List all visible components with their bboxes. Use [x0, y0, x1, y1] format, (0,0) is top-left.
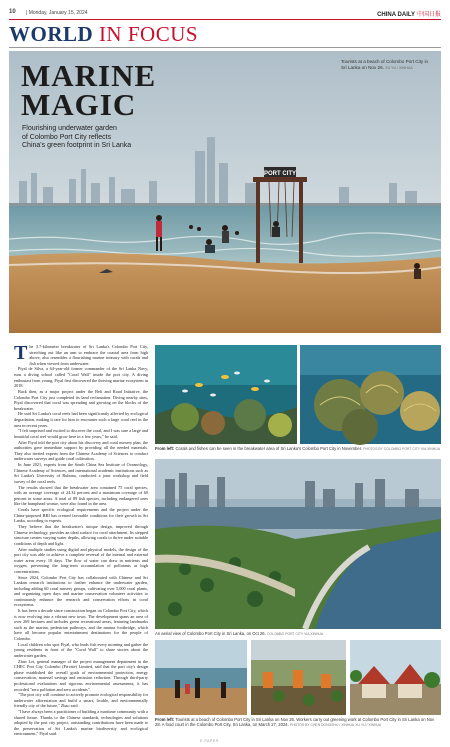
article-paragraph: "The port city will continue to actively promote ecological responsibility for underwater afforestation and build a smart, livable, and environmentally friendly city of the future," Zhao said. [14, 692, 148, 709]
caption-coral-photos [155, 446, 441, 452]
hero-caption-credit: XU YU / XINHUA [385, 65, 413, 70]
photo-food-court[interactable] [350, 640, 441, 715]
section-title-world: WORLD [9, 22, 94, 46]
headline [21, 58, 157, 122]
hero-photo[interactable] [9, 51, 441, 333]
article-paragraph: The 3.7-kilometer breakwater of Sri Lanka's Colombo Port City, stretching out like an arm to embrace the coastal area from high above, also resembles a flourishing marine treasury with corals and fish when viewed from underwater. [14, 342, 148, 366]
caption-credit: COLOMBO PORT CITY VIA XINHUA [266, 632, 324, 636]
photo-tourists-beach[interactable] [155, 640, 247, 715]
article-paragraph: The results showed that the breakwater area contained 75 coral species, with an average coverage of 24.34 percent and a maximum coverage of 60 percent in some areas. A total of 89 fish species, including endangered ones like the humphead wrasse, were also found in the area. [14, 484, 148, 507]
article-paragraph: Back then, as a major project under the Belt and Road Initiative, the Colombo Port City just completed its land reclamation. Diving nearby sites, Piyal discovered that coral was spreading and growing on the blocks of the breakwater. [14, 388, 148, 411]
article-paragraph: After multiple studies using digital and physical models, the design of the port city was able to achieve a complete reversal of the internal and external water areas every 10 days. The flow of water can draw in nutrients and oxygen, preventing the long-term accumulation of pollutants at high concentrations. [14, 546, 148, 574]
caption-text: Tourists at a beach of Colombo Port City in Sri Lanka on Nov 26. Workers carry out greening work at Colombo Port City in Sri Lanka on Nov 28. A food court in the Colombo Port City, Sri Lanka, on March 27, 2024. [155, 717, 435, 728]
subheadline [22, 125, 192, 151]
headline-line-1: MARINE [21, 58, 157, 93]
section-title [9, 22, 198, 46]
article-paragraph: They believe that the breakwater's unique design, improved through Chinese technology, provides an ideal surface for coral attachment. Its stepped structure creates varying water depths, allowing corals to thrive under suitable conditions of depth and light. [14, 524, 148, 546]
article-paragraph: Since 2024, Colombo Port City has collaborated with Chinese and Sri Lankan research institutions to further enhance the underwater garden, including adding 60 coral nursery groups, cultivating over 5,000 coral plants, and organizing open days and marine conservation volunteer activities to continuously enhance the research and conservation efforts in coral ecosystems. [14, 574, 148, 608]
caption-lead: From left: [155, 446, 175, 451]
footer-label: E-PAPER [200, 739, 219, 743]
masthead-brand[interactable] [377, 9, 441, 18]
subheadline-line-1: Flourishing underwater garden [22, 125, 117, 132]
caption-aerial-photo [155, 631, 441, 637]
article-paragraph: "I felt surprised and excited to discover the coral, and I was sure a large and beautiful coral reef would grow here in a few years," he said. [14, 428, 148, 439]
article-paragraph: Zhao Lei, general manager of the project management department in the CHEC Port City Colombo (Private) Limited, said that the port city's design phase established the overall goals of environmental protection, energy conservation, material savings and emission reduction. Through third-party professional evaluations and rigorous environmental assessments, it has recorded "zero pollution and zero accidents". [14, 658, 148, 692]
section-title-in-focus: IN FOCUS [98, 22, 199, 46]
brand-name-cn: 中国日报 [416, 12, 441, 18]
article-paragraph: Corals have specific ecological requirements and the project under the China-proposed BRI has created favorable conditions for their growth in Sri Lanka, according to experts. [14, 507, 148, 524]
headline-line-2: MAGIC [21, 87, 137, 122]
header-divider [9, 19, 441, 20]
article-paragraph: Local children who spot Piyal, who leads fish every morning and gather the young residents in front of the "Coral Wall" to share stories about the underwater garden. [14, 641, 148, 658]
caption-credit: PHOTOS BY COLOMBO PORT CITY VIA XINHUA [363, 447, 440, 451]
article-paragraph: Piyal de Silva, a 64-year-old former commander of the Sri Lanka Navy, runs a diving school called "Coral Wall" inside the port city. A diving enthusiast from young, Piyal first discovered the thriving marine ecosystem in 2018. [14, 366, 148, 389]
subheadline-line-2: of Colombo Port City reflects [22, 133, 112, 141]
photo-coral-reef[interactable] [300, 345, 441, 444]
hero-caption [341, 59, 431, 71]
photo-greening-work[interactable] [251, 640, 346, 715]
caption-credit: XU YU / XINHUA [355, 723, 382, 728]
article-paragraph: It has been a decade since construction began on Colombo Port City, which is now evolving into a vibrant new town. The development spans an area of over 269 hectares and includes green recreational areas, featuring landmarks such as the marina, pedestrian pathways, and the marina footbridge, which have all become popular entertainment destinations for the people of Colombo. [14, 608, 148, 641]
caption-lead: From left: [155, 717, 175, 722]
article-paragraph: "I have always been a practitioner of building a maritime community with a shared future. Thanks to the Chinese standards, technologies and solutions adopted by the port city project, outstanding contributions have been made to the preservation of Sri Lanka's marine biodiversity and ecological environment," Piyal said. [14, 709, 148, 737]
swing-sign: PORT CITY [263, 171, 297, 177]
subheadline-line-3: China's green footprint in Sri Lanka [22, 142, 132, 149]
caption-text: An aerial view of Colombo Port City in Sri Lanka, on Oct 26. [155, 631, 266, 636]
caption-text: Corals and fishes can be seen in the breakwater area of Sri Lanka's Colombo Port City in November. [175, 446, 363, 451]
page-number: 10 [9, 9, 16, 15]
caption-credit: PHOTOS BY CHEN DONGSHU / XINHUA [289, 723, 355, 728]
drop-cap: T [14, 342, 28, 364]
photo-coral-fish[interactable] [155, 345, 297, 444]
hero-caption-text: Tourists at a beach of Colombo Port City in Sri Lanka on Nov 26. [341, 59, 429, 70]
section-divider [9, 47, 441, 48]
article-body [14, 342, 148, 737]
photo-aerial-port-city[interactable] [155, 459, 441, 629]
article-paragraph: In June 2021, experts from the South China Sea Institute of Oceanology, Chinese Academy of Sciences, and international academic institutions such as Sri Lanka's University of Ruhuna, conducted a joint workshop and field survey of the coral reefs. [14, 462, 148, 484]
issue-date: | Monday, January 15, 2024 [26, 10, 88, 16]
brand-name: CHINA DAILY [377, 12, 415, 18]
page-header [9, 8, 441, 18]
article-paragraph: After Piyal told the port city about his discovery and coral nursery plan, the authorities gave immediate support by providing all the needed materials. They also invited experts from the Chinese Academy of Sciences to conduct underwater surveys and guide coral cultivation. [14, 439, 148, 462]
article-paragraph: He said Sri Lanka's coral reefs had been significantly affected by ecological degradation, making it rare for him to encounter such a large coral reef in the area in recent years. [14, 411, 148, 428]
caption-bottom-photos [155, 717, 441, 728]
